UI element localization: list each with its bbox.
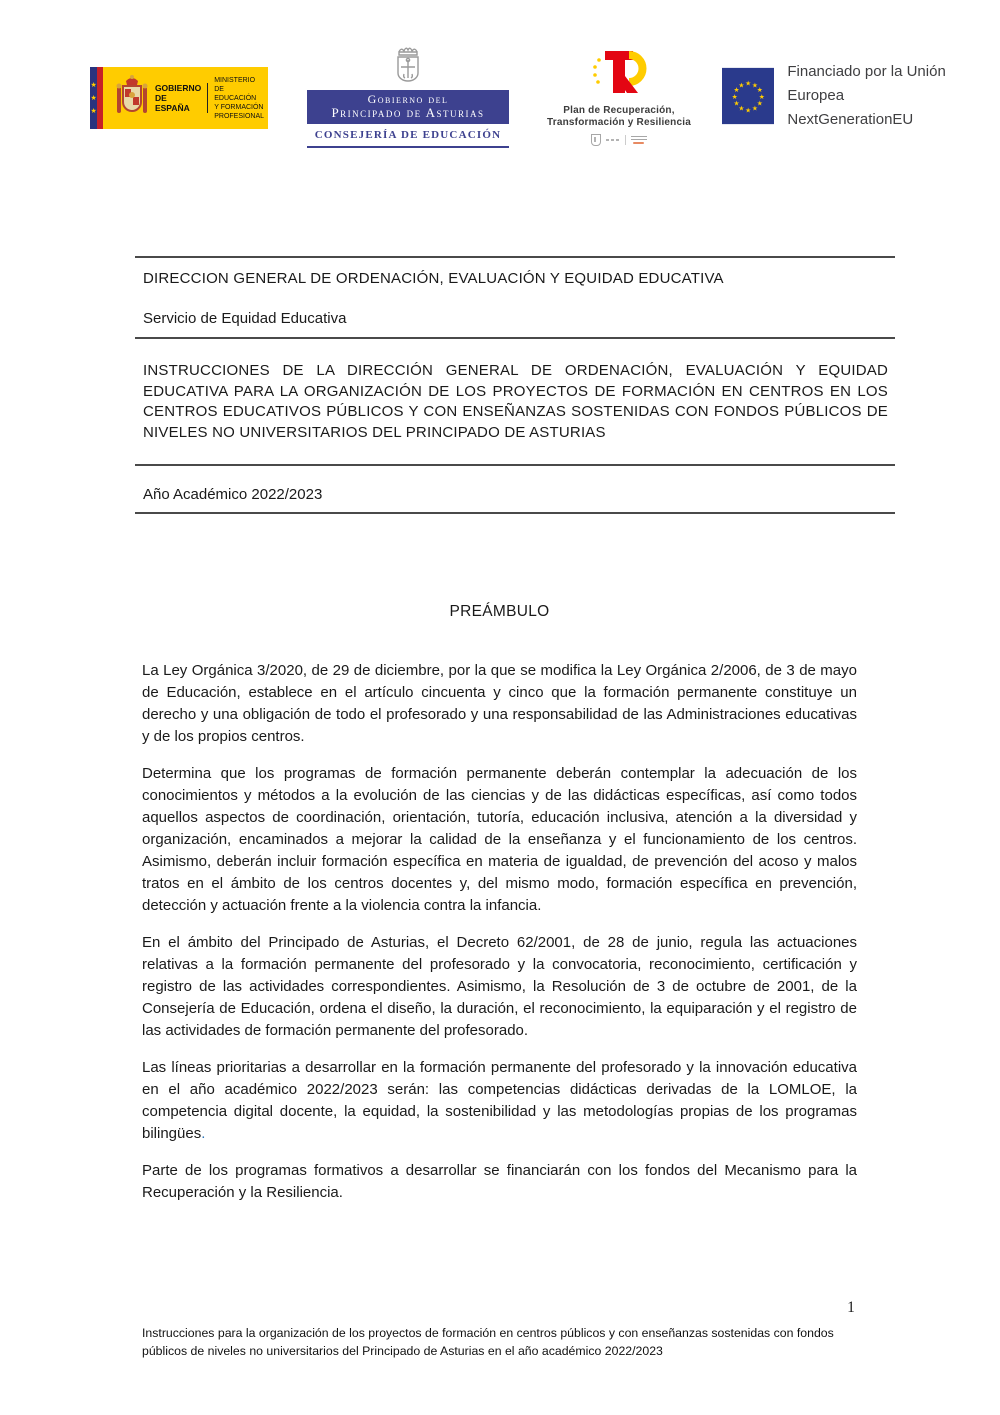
consejeria-educacion-label: CONSEJERÍA DE EDUCACIÓN [314,129,502,141]
footer-note [142,1324,857,1360]
svg-text:★: ★ [751,81,759,90]
star-icon: ★ [90,81,97,89]
svg-text:★: ★ [756,86,763,95]
svg-text:★: ★ [731,92,738,101]
ministry-label [208,76,264,121]
paragraph-1-text: La Ley Orgánica 3/2020, de 29 de diciembre, por la que se modifica la Ley Orgánica 2/2006, de 3 de mayo de Educación, establece en el artículo cincuenta y cinco que la formación permanente constituye un derecho y una obligación de todo el profesorado y una responsabilidad de las Administraciones educativas y de los propios centros. [142,662,857,745]
star-icon: ★ [90,107,97,115]
paragraph-4-blue-period: . [201,1125,206,1142]
svg-text:★: ★ [758,92,765,101]
department-heading: DIRECCION GENERAL DE ORDENACIÓN, EVALUACIÓN Y EQUIDAD EDUCATIVA [143,270,724,287]
svg-text:★: ★ [745,79,752,88]
spain-flag-blue-strip [90,67,97,129]
eu-funding-logo [722,60,1000,132]
page-number: 1 [847,1299,855,1316]
tr-plan-icon [587,46,651,98]
espana-puede-mark-icon [631,136,647,144]
ministry-label-line1: MINISTERIO [214,76,256,84]
footer-note-line2: públicos de niveles no universitarios del Principado de Asturias en el año académico 2022/2023 [142,1344,663,1358]
svg-text:★: ★ [733,86,740,95]
asturias-government-logo [307,44,509,148]
svg-text:★: ★ [745,106,752,115]
spain-coat-of-arms-icon [115,73,149,123]
paragraph-5 [142,1160,857,1204]
svg-text:★: ★ [756,99,763,108]
document-body [142,660,857,1219]
section-heading-preambulo: PREÁMBULO [449,603,550,620]
svg-text:★: ★ [738,81,745,90]
gobierno-label-line2: DE ESPAÑA [154,93,190,113]
recovery-plan-label-line1: Plan de Recuperación, [563,105,675,116]
asturias-banner [307,90,509,124]
eu-flag-icon [722,67,774,125]
recovery-plan-label-line2: Transformación y Resiliencia [547,117,691,128]
asturias-underline [307,146,509,148]
gobierno-espana-label [153,83,208,113]
star-icon: ★ [90,94,97,102]
recovery-plan-small-marks [543,134,695,146]
spain-government-logo [90,67,268,129]
svg-text:★: ★ [733,99,740,108]
ministry-label-line2: DE EDUCACIÓN [214,85,257,102]
mini-divider [625,135,626,145]
asturias-banner-line1: Gobierno del [367,92,449,106]
horizontal-rule [135,256,895,258]
eu-funding-label-line1: Financiado por la Unión Europea [787,63,946,104]
eu-funding-label-line2: NextGenerationEU [787,111,914,128]
service-heading: Servicio de Equidad Educativa [143,310,347,327]
recovery-plan-logo [543,46,695,146]
paragraph-1 [142,660,857,748]
gobierno-label-line1: GOBIERNO [154,83,202,93]
eu-funding-label [787,60,1000,132]
academic-year-label: Año Académico 2022/2023 [143,486,323,503]
footer-note-line1: Instrucciones para la organización de los proyectos de formación en centros públicos y con enseñanzas sostenidas con fondos [142,1326,834,1340]
mini-wordmark-icon [606,139,620,141]
paragraph-2 [142,763,857,917]
svg-text:★: ★ [751,104,759,113]
asturias-victory-cross-icon [385,44,431,88]
recovery-plan-label [543,105,695,129]
paragraph-3 [142,932,857,1042]
document-title: INSTRUCCIONES DE LA DIRECCIÓN GENERAL DE ORDENACIÓN, EVALUACIÓN Y EQUIDAD EDUCATIVA PARA LA ORGANIZACIÓN DE LOS PROYECTOS DE FORMACIÓN EN CENTROS EN LOS CENTROS EDUCATIVOS PÚBLICOS Y CON ENSEÑANZAS SOSTENIDAS CON FONDOS PÚBLICOS DE NIVELES NO UNIVERSITARIOS DEL PRINCIPADO DE ASTURIAS [143,362,888,441]
paragraph-4 [142,1057,857,1145]
paragraph-5-text: Parte de los programas formativos a desarrollar se financiarán con los fondos del Mecanismo para la Recuperación y la Resiliencia. [142,1162,857,1201]
horizontal-rule [135,512,895,514]
spain-flag-yellow-field [103,67,268,129]
horizontal-rule [135,464,895,466]
svg-text:★: ★ [738,104,745,113]
mini-coat-of-arms-icon [591,134,601,146]
asturias-banner-line2: Principado de Asturias [331,105,485,120]
paragraph-2-text: Determina que los programas de formación permanente deberán contemplar la adecuación de los conocimientos y métodos a la evolución de las ciencias y de las didácticas específicas, así como todos aquellos aspectos de coordinación, orientación, tutoría, educación inclusiva, atención a la diversidad y organización, encaminados a mejorar la calidad de la enseñanza y el funcionamiento de los centros. Asimismo, deberán incluir formación específica en materia de igualdad, de prevención del acoso y malos tratos en el ámbito de los centros docentes y, del mismo modo, formación específica en prevención, detección y actuación frente a la violencia contra la infancia. [142,765,857,914]
paragraph-3-text: En el ámbito del Principado de Asturias, el Decreto 62/2001, de 28 de junio, regula las actuaciones relativas a la formación permanente del profesorado y la convocatoria, reconocimiento, certificación y registro de las actividades correspondientes. Asimismo, la Resolución de 3 de octubre de 2001, de la Consejería de Educación, ordena el diseño, la duración, el reconocimiento, la equiparación y el registro de las actividades de formación permanente del profesorado. [142,934,857,1039]
horizontal-rule [135,337,895,339]
ministry-label-line3: Y FORMACIÓN PROFESIONAL [214,103,265,120]
paragraph-4-text: Las líneas prioritarias a desarrollar en la formación permanente del profesorado y la innovación educativa en el año académico 2022/2023 serán: las competencias didácticas derivadas de la LOMLOE, la competencia digital docente, la equidad, la sostenibilidad y las metodologías propias de los programas bilingües [142,1059,857,1142]
